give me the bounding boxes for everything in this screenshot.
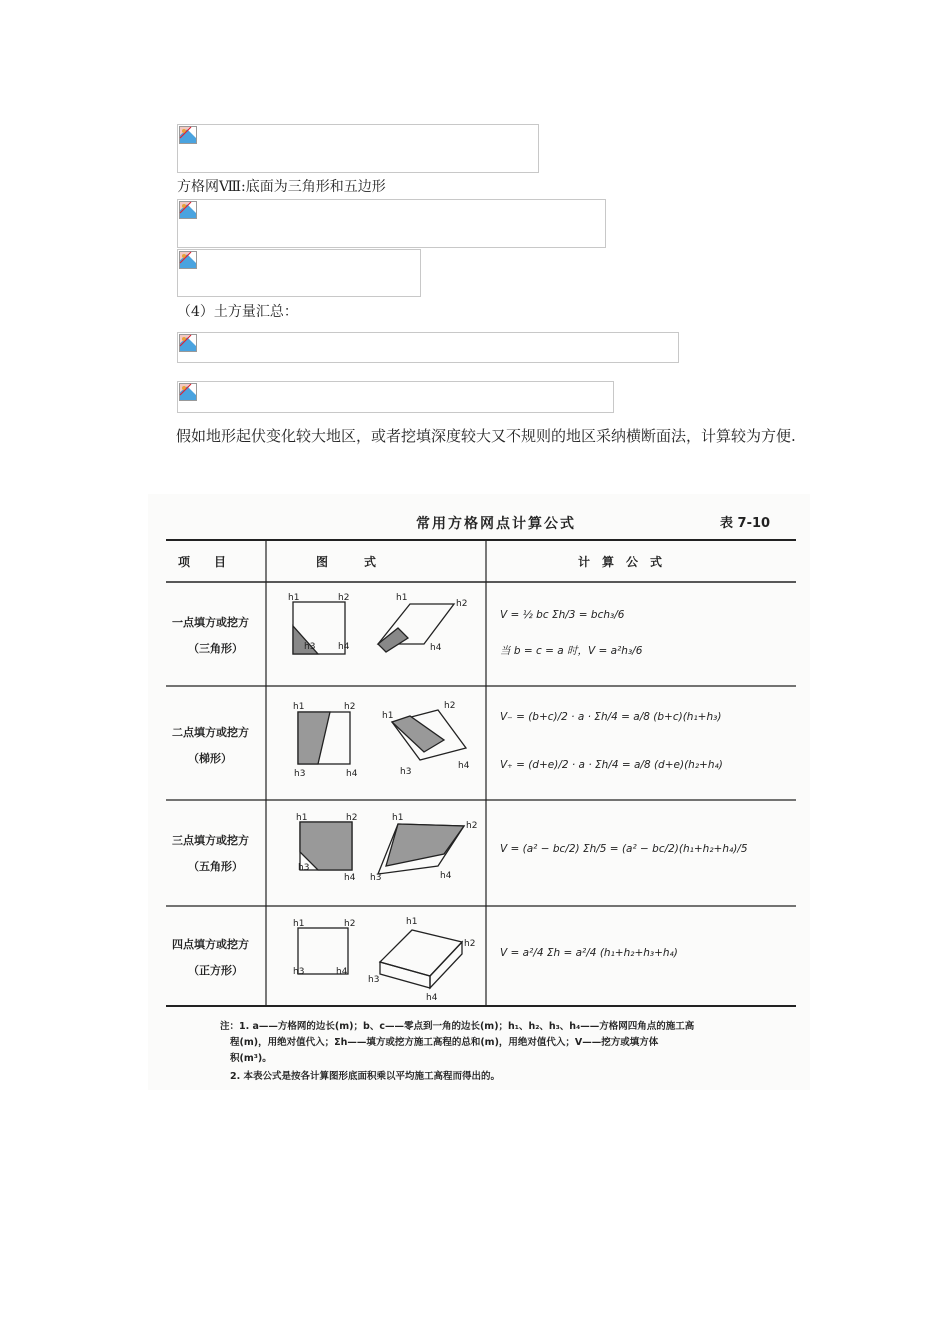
body-paragraph: 假如地形起伏变化较大地区，或者挖填深度较大又不规则的地区采纳横断面法，计算较为方便. bbox=[176, 427, 796, 445]
svg-text:h2: h2 bbox=[456, 599, 468, 609]
row2-sub: （梯形） bbox=[188, 752, 232, 765]
broken-image-icon bbox=[179, 251, 197, 269]
svg-text:h1: h1 bbox=[392, 813, 404, 823]
table-title: 常用方格网点计算公式 bbox=[416, 516, 576, 532]
broken-image-4 bbox=[177, 332, 679, 363]
row4-formula1: V = a²/4 Σh = a²/4 (h₁+h₂+h₃+h₄) bbox=[500, 947, 678, 959]
broken-image-5 bbox=[177, 381, 614, 413]
broken-image-icon bbox=[179, 126, 197, 144]
svg-text:h4: h4 bbox=[336, 967, 348, 977]
broken-image-icon bbox=[179, 201, 197, 219]
svg-text:h3: h3 bbox=[298, 863, 310, 873]
diagram-triangle bbox=[288, 593, 467, 654]
svg-text:h3: h3 bbox=[368, 975, 380, 985]
svg-text:h2: h2 bbox=[338, 593, 350, 603]
broken-image-3 bbox=[177, 249, 421, 297]
row3-sub: （五角形） bbox=[188, 860, 243, 873]
svg-text:h4: h4 bbox=[338, 642, 350, 652]
svg-text:h4: h4 bbox=[430, 643, 442, 653]
broken-image-1 bbox=[177, 124, 539, 173]
table-number: 表 7-10 bbox=[720, 516, 771, 531]
row1-formula1: V = ½ bc Σh/3 = bch₃/6 bbox=[500, 609, 625, 621]
svg-text:h3: h3 bbox=[293, 967, 305, 977]
svg-text:h1: h1 bbox=[293, 919, 305, 929]
row4-sub: （正方形） bbox=[188, 964, 243, 977]
svg-text:h4: h4 bbox=[426, 993, 438, 1003]
svg-text:h3: h3 bbox=[294, 769, 306, 779]
svg-text:h4: h4 bbox=[346, 769, 358, 779]
caption-grid8: 方格网Ⅷ:底面为三角形和五边形 bbox=[177, 179, 386, 195]
broken-image-icon bbox=[179, 334, 197, 352]
svg-text:h1: h1 bbox=[288, 593, 300, 603]
svg-text:h1: h1 bbox=[293, 702, 305, 712]
row2-formula2: V₊ = (d+e)/2 · a · Σh/4 = a/8 (d+e)(h₂+h₄) bbox=[500, 759, 723, 771]
row2-label: 二点填方或挖方 bbox=[172, 726, 249, 739]
row3-formula1: V = (a² − bc/2) Σh/5 = (a² − bc/2)(h₁+h₂+h₄)/5 bbox=[500, 843, 748, 855]
row2-formula1: V₋ = (b+c)/2 · a · Σh/4 = a/8 (b+c)(h₁+h₃) bbox=[500, 711, 722, 723]
row1-label: 一点填方或挖方 bbox=[172, 616, 249, 629]
row4-label: 四点填方或挖方 bbox=[172, 938, 249, 951]
note-line-3: 积(m³)。 bbox=[230, 1053, 272, 1064]
broken-image-2 bbox=[177, 199, 606, 248]
svg-text:h3: h3 bbox=[304, 642, 316, 652]
header-diagram: 图 式 bbox=[316, 555, 377, 569]
svg-text:h2: h2 bbox=[466, 821, 478, 831]
svg-text:h2: h2 bbox=[346, 813, 358, 823]
svg-text:h3: h3 bbox=[370, 873, 382, 883]
broken-image-icon bbox=[179, 383, 197, 401]
svg-text:h1: h1 bbox=[296, 813, 308, 823]
svg-text:h2: h2 bbox=[464, 939, 476, 949]
svg-text:h2: h2 bbox=[344, 919, 356, 929]
svg-text:h2: h2 bbox=[344, 702, 356, 712]
row1-formula2: 当 b = c = a 时，V = a²h₃/6 bbox=[500, 645, 643, 657]
svg-text:h1: h1 bbox=[382, 711, 394, 721]
header-item: 项 目 bbox=[178, 555, 227, 569]
svg-text:h4: h4 bbox=[344, 873, 356, 883]
note-line-4: 2. 本表公式是按各计算图形底面积乘以平均施工高程而得出的。 bbox=[230, 1071, 501, 1082]
note-line-1: 注：1. a——方格网的边长(m)；b、c——零点到一角的边长(m)；h₁、h₂、h₃、h₄——方格网四角点的施工高 bbox=[220, 1021, 695, 1032]
svg-text:h2: h2 bbox=[444, 701, 456, 711]
svg-text:h3: h3 bbox=[400, 767, 412, 777]
caption-summary: （4）土方量汇总： bbox=[177, 304, 298, 320]
diagram-trapezoid bbox=[293, 701, 470, 779]
svg-text:h4: h4 bbox=[458, 761, 470, 771]
svg-text:h1: h1 bbox=[406, 917, 418, 927]
header-formula: 计 算 公 式 bbox=[578, 555, 663, 569]
row1-sub: （三角形） bbox=[188, 642, 243, 655]
diagram-pentagon bbox=[296, 813, 477, 883]
note-line-2: 程(m)，用绝对值代入；Σh——填方或挖方施工高程的总和(m)，用绝对值代入；V——挖方或填方体 bbox=[230, 1037, 659, 1048]
scanned-formula-table bbox=[148, 494, 810, 1090]
svg-text:h4: h4 bbox=[440, 871, 452, 881]
diagram-square bbox=[293, 917, 475, 1003]
row3-label: 三点填方或挖方 bbox=[172, 834, 249, 847]
svg-text:h1: h1 bbox=[396, 593, 408, 603]
